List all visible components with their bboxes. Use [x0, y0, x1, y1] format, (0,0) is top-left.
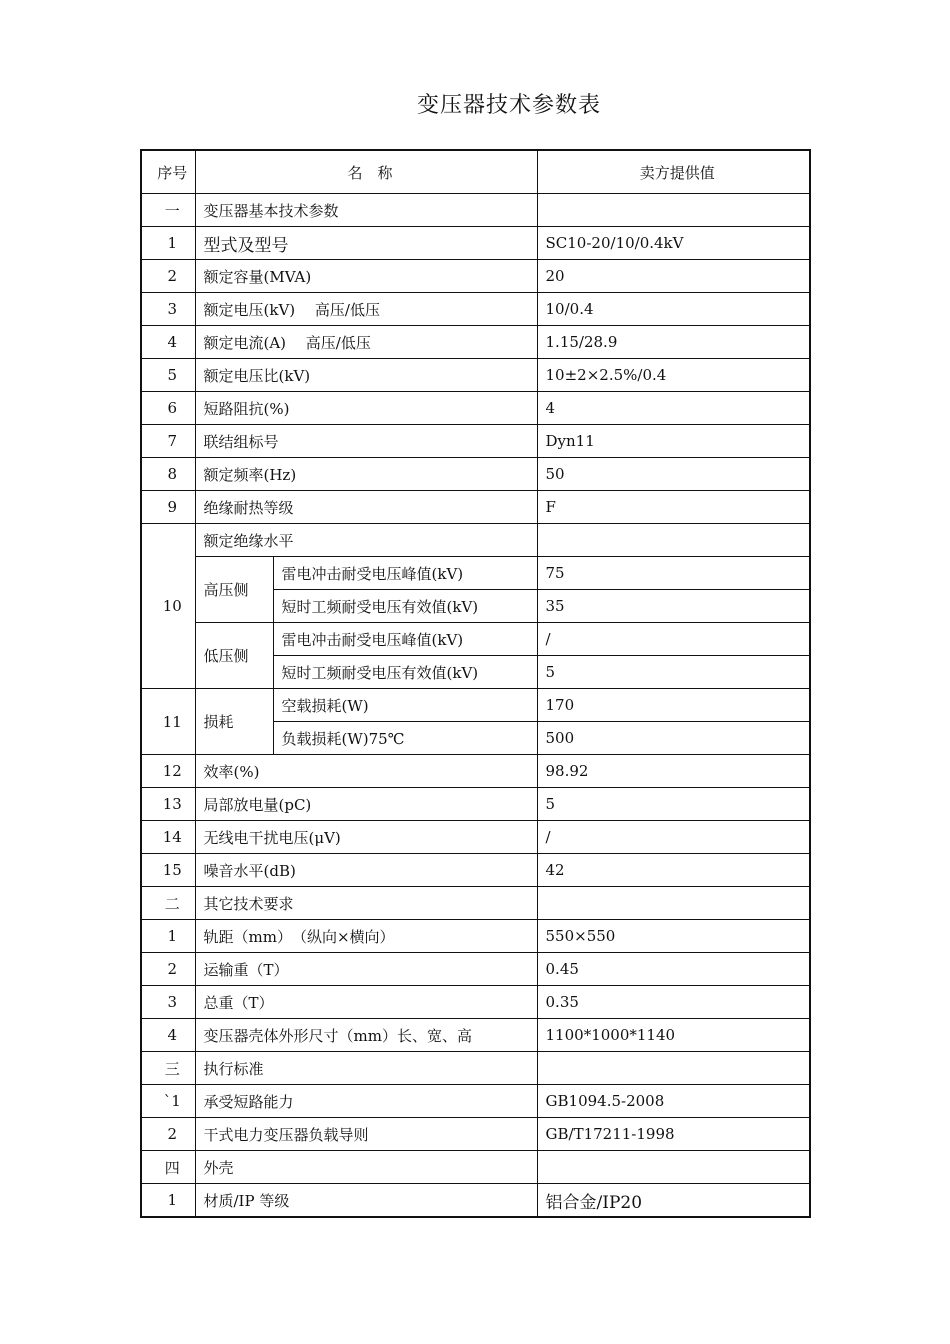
row-name: 联结组标号 [195, 425, 537, 458]
row-value [537, 524, 810, 557]
row-value: F [537, 491, 810, 524]
row-no: 4 [141, 1019, 195, 1052]
row-subname: 负载损耗(W)75℃ [273, 722, 537, 755]
row-name: 变压器基本技术参数 [195, 194, 537, 227]
table-row [141, 425, 810, 458]
row-value: / [537, 623, 810, 656]
row-name: 干式电力变压器负载导则 [195, 1118, 537, 1151]
row-value: 50 [537, 458, 810, 491]
row-no: 三 [141, 1052, 195, 1085]
row-no: 2 [141, 953, 195, 986]
row-value: 500 [537, 722, 810, 755]
row-value: 10±2×2.5%/0.4 [537, 359, 810, 392]
row-no: 1 [141, 920, 195, 953]
table-row [141, 986, 810, 1019]
lv-side-label: 低压侧 [195, 623, 273, 689]
row-subname: 短时工频耐受电压有效值(kV) [273, 656, 537, 689]
row-value: 42 [537, 854, 810, 887]
table-row [141, 623, 810, 656]
row-name: 额定电压(kV) 高压/低压 [195, 293, 537, 326]
row-name: 额定容量(MVA) [195, 260, 537, 293]
row-name: 其它技术要求 [195, 887, 537, 920]
row-subname: 空载损耗(W) [273, 689, 537, 722]
table-row [141, 788, 810, 821]
row-no: 7 [141, 425, 195, 458]
row-no: 1 [141, 227, 195, 260]
table-row [141, 458, 810, 491]
section-row [141, 1052, 810, 1085]
row-no: 13 [141, 788, 195, 821]
row-name: 噪音水平(dB) [195, 854, 537, 887]
row-no: 9 [141, 491, 195, 524]
table-header-row [141, 150, 810, 194]
row-no: 1 [141, 1184, 195, 1218]
row-no: 四 [141, 1151, 195, 1184]
row-value: / [537, 821, 810, 854]
row-value: SC10-20/10/0.4kV [537, 227, 810, 260]
row-name: 额定电流(A) 高压/低压 [195, 326, 537, 359]
table-row [141, 854, 810, 887]
row-value: 0.45 [537, 953, 810, 986]
row-no: 15 [141, 854, 195, 887]
table-row [141, 953, 810, 986]
row-no: 3 [141, 986, 195, 1019]
section-row [141, 887, 810, 920]
row-no: 一 [141, 194, 195, 227]
row-name: 效率(%) [195, 755, 537, 788]
row-name: 轨距（mm） （纵向×横向） [195, 920, 537, 953]
row-no: 11 [141, 689, 195, 755]
row-value: 170 [537, 689, 810, 722]
row-no: 5 [141, 359, 195, 392]
row-name: 损耗 [195, 689, 273, 755]
row-no: 8 [141, 458, 195, 491]
row-name: 总重（T） [195, 986, 537, 1019]
table-row [141, 920, 810, 953]
row-name: 额定频率(Hz) [195, 458, 537, 491]
row-no: 12 [141, 755, 195, 788]
row-value: 75 [537, 557, 810, 590]
row-value: 5 [537, 788, 810, 821]
row-value [537, 194, 810, 227]
row-name: 绝缘耐热等级 [195, 491, 537, 524]
row-name: 额定电压比(kV) [195, 359, 537, 392]
row-value: GB1094.5-2008 [537, 1085, 810, 1118]
table-row [141, 1019, 810, 1052]
row-no: 2 [141, 1118, 195, 1151]
row-no: 4 [141, 326, 195, 359]
row-value: 10/0.4 [537, 293, 810, 326]
table-row [141, 326, 810, 359]
row-value: Dyn11 [537, 425, 810, 458]
row-value: 1.15/28.9 [537, 326, 810, 359]
row-name: 变压器壳体外形尺寸（mm）长、宽、高 [195, 1019, 537, 1052]
row-no: 10 [141, 524, 195, 689]
parameter-table [140, 149, 811, 1218]
page-title: 变压器技术参数表 [416, 93, 601, 118]
row-subname: 雷电冲击耐受电压峰值(kV) [273, 557, 537, 590]
row-subname: 短时工频耐受电压有效值(kV) [273, 590, 537, 623]
row-name: 运输重（T） [195, 953, 537, 986]
row-subname: 雷电冲击耐受电压峰值(kV) [273, 623, 537, 656]
row-no: 3 [141, 293, 195, 326]
row-value: 4 [537, 392, 810, 425]
row-name: 承受短路能力 [195, 1085, 537, 1118]
row-value: 98.92 [537, 755, 810, 788]
table-row [141, 1184, 810, 1218]
row-value [537, 1052, 810, 1085]
table-row [141, 359, 810, 392]
table-row [141, 491, 810, 524]
row-value: 1100*1000*1140 [537, 1019, 810, 1052]
table-row [141, 1085, 810, 1118]
row-value: 20 [537, 260, 810, 293]
row-no: 2 [141, 260, 195, 293]
row-name: 型式及型号 [195, 227, 537, 260]
row-value [537, 887, 810, 920]
table-row [141, 524, 810, 557]
row-no: 6 [141, 392, 195, 425]
row-value: 5 [537, 656, 810, 689]
row-no: 14 [141, 821, 195, 854]
table-row [141, 821, 810, 854]
row-value: 铝合金/IP20 [537, 1184, 810, 1218]
header-value: 卖方提供值 [537, 150, 810, 194]
row-name: 外壳 [195, 1151, 537, 1184]
table-row [141, 1118, 810, 1151]
table-row [141, 293, 810, 326]
row-value: GB/T17211-1998 [537, 1118, 810, 1151]
row-name: 短路阻抗(%) [195, 392, 537, 425]
row-no: 二 [141, 887, 195, 920]
row-no: `1 [141, 1085, 195, 1118]
row-name: 额定绝缘水平 [195, 524, 537, 557]
row-name: 材质/IP 等级 [195, 1184, 537, 1218]
table-row [141, 227, 810, 260]
row-value: 35 [537, 590, 810, 623]
table-row [141, 392, 810, 425]
table-row [141, 689, 810, 722]
header-name: 名 称 [195, 150, 537, 194]
row-value: 0.35 [537, 986, 810, 1019]
row-value: 550×550 [537, 920, 810, 953]
section-row [141, 194, 810, 227]
row-name: 局部放电量(pC) [195, 788, 537, 821]
section-row [141, 1151, 810, 1184]
table-row [141, 260, 810, 293]
hv-side-label: 高压侧 [195, 557, 273, 623]
table-row [141, 557, 810, 590]
header-no: 序号 [141, 150, 195, 194]
row-value [537, 1151, 810, 1184]
row-name: 无线电干扰电压(μV) [195, 821, 537, 854]
table-row [141, 755, 810, 788]
row-name: 执行标准 [195, 1052, 537, 1085]
